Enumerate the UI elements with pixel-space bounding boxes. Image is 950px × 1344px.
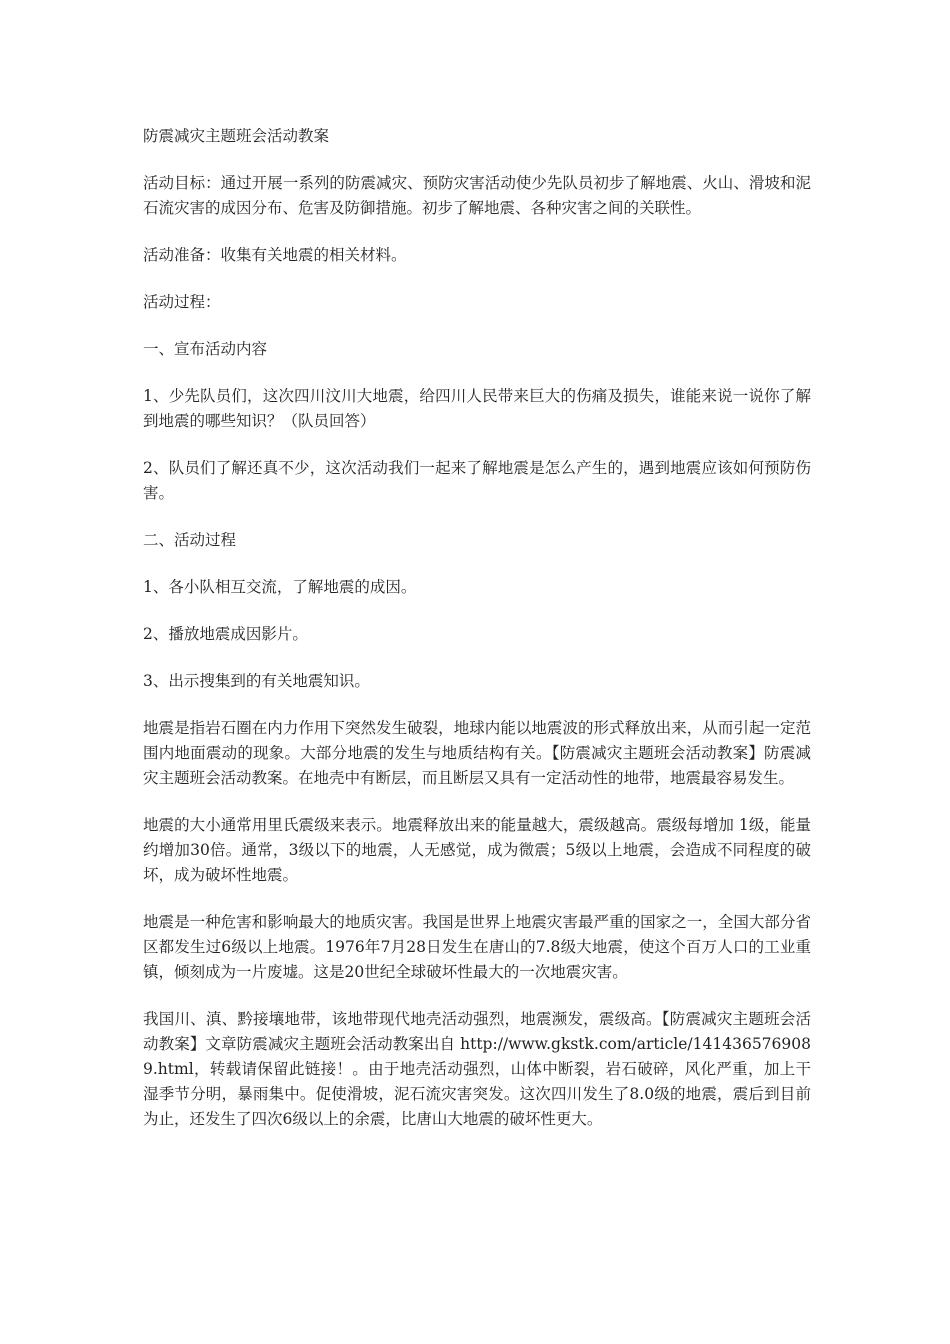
paragraph-regional-activity: 我国川、滇、黔接壤地带，该地带现代地壳活动强烈，地震濒发，震级高。【防震减灾主题班会活动教案】文章防震减灾主题班会活动教案出自 http://www.gkstk.com/article/1414365769089.html，转载请保留此链接！。由于地壳活动强烈，山体中断裂，岩石破碎，风化严重，加上干湿季节分明，暴雨集中。促使滑坡，泥石流灾害突发。这次四川发生了8.0级的地震，震后到目前为止，还发生了四次6级以上的余震，比唐山大地震的破坏性更大。 — [143, 1010, 811, 1128]
paragraph-step-2: 2、播放地震成因影片。 — [143, 625, 308, 643]
document-page — [143, 124, 811, 1154]
paragraph-earthquake-definition: 地震是指岩石圈在内力作用下突然发生破裂，地球内能以地震波的形式释放出来，从而引起一定范围内地面震动的现象。大部分地震的发生与地质结构有关。【防震减灾主题班会活动教案】防震减灾主题班会活动教案。在地壳中有断层，而且断层又具有一定活动性的地带，地震最容易发生。 — [143, 719, 811, 787]
paragraph-activity-goal: 活动目标：通过开展一系列的防震减灾、预防灾害活动使少先队员初步了解地震、火山、滑坡和泥石流灾害的成因分布、危害及防御措施。初步了解地震、各种灾害之间的关联性。 — [143, 174, 811, 217]
paragraph-magnitude: 地震的大小通常用里氏震级来表示。地震释放出来的能量越大，震级越高。震级每增加 1级，能量约增加30倍。通常，3级以下的地震，人无感觉，成为微震；5级以上地震，会造成不同程度的破坏，成为破坏性地震。 — [143, 816, 811, 884]
paragraph-activity-prep: 活动准备：收集有关地震的相关材料。 — [143, 246, 407, 264]
paragraph-item-1: 1、少先队员们，这次四川汶川大地震，给四川人民带来巨大的伤痛及损失，谁能来说一说你了解到地震的哪些知识？（队员回答） — [143, 387, 811, 430]
paragraph-item-2: 2、队员们了解还真不少，这次活动我们一起来了解地震是怎么产生的，遇到地震应该如何预防伤害。 — [143, 459, 811, 502]
paragraph-step-3: 3、出示搜集到的有关地震知识。 — [143, 672, 370, 690]
paragraph-activity-process: 活动过程： — [143, 293, 221, 311]
paragraph-step-1: 1、各小队相互交流，了解地震的成因。 — [143, 578, 417, 596]
section-heading-announce: 一、宣布活动内容 — [143, 340, 268, 358]
document-title: 防震减灾主题班会活动教案 — [143, 127, 330, 145]
paragraph-disaster-impact: 地震是一种危害和影响最大的地质灾害。我国是世界上地震灾害最严重的国家之一，全国大部分省区都发生过6级以上地震。1976年7月28日发生在唐山的7.8级大地震，使这个百万人口的工业重镇，倾刻成为一片废墟。这是20世纪全球破坏性最大的一次地震灾害。 — [143, 913, 811, 981]
section-heading-process: 二、活动过程 — [143, 531, 237, 549]
